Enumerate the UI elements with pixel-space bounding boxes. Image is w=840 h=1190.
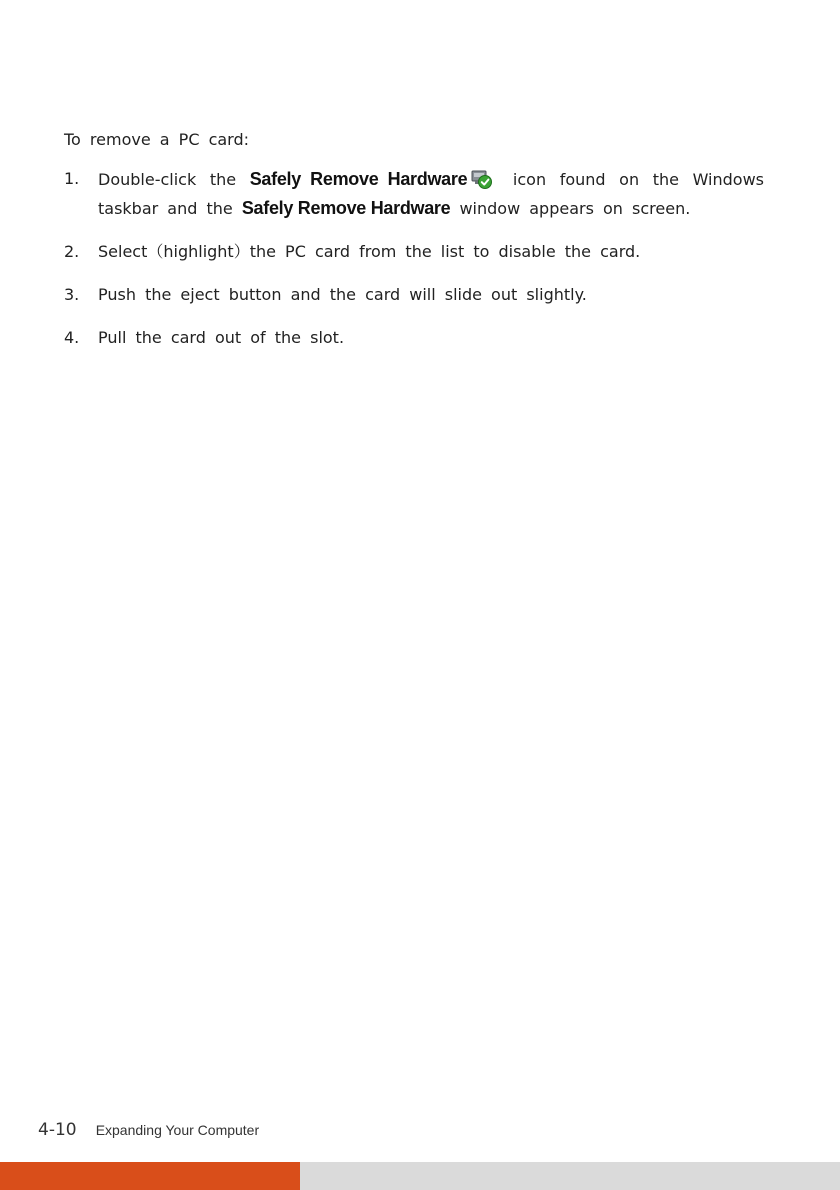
step-number: 4.: [64, 328, 80, 347]
step-number: 3.: [64, 285, 80, 304]
intro-text: To remove a PC card:: [64, 130, 250, 149]
step-text: Double-click the: [98, 170, 237, 189]
document-body: [64, 126, 764, 367]
step-text: icon found on the Windows taskbar and the: [98, 170, 765, 218]
step-2: [64, 238, 764, 266]
safely-remove-hardware-term: Safely Remove Hardware: [241, 198, 451, 218]
step-3: [64, 281, 764, 309]
footer-gray-bar: [300, 1162, 840, 1190]
step-1: [64, 165, 764, 223]
step-text: Select（highlight）the PC card from the list to disable the card.: [98, 242, 641, 261]
footer-accent-bar: [0, 1162, 300, 1190]
step-4: [64, 324, 764, 352]
page-number: 4-10: [38, 1120, 77, 1140]
page-footer: [38, 1120, 259, 1140]
step-text: Push the eject button and the card will slide out slightly.: [98, 285, 587, 304]
safely-remove-hardware-icon: [469, 168, 493, 190]
step-text: Pull the card out of the slot.: [98, 328, 345, 347]
step-text: window appears on screen.: [459, 199, 691, 218]
safely-remove-hardware-term: Safely Remove Hardware: [249, 169, 468, 189]
step-number: 1.: [64, 169, 80, 188]
steps-list: [64, 165, 764, 352]
section-title: Expanding Your Computer: [95, 1122, 260, 1138]
step-number: 2.: [64, 242, 80, 261]
